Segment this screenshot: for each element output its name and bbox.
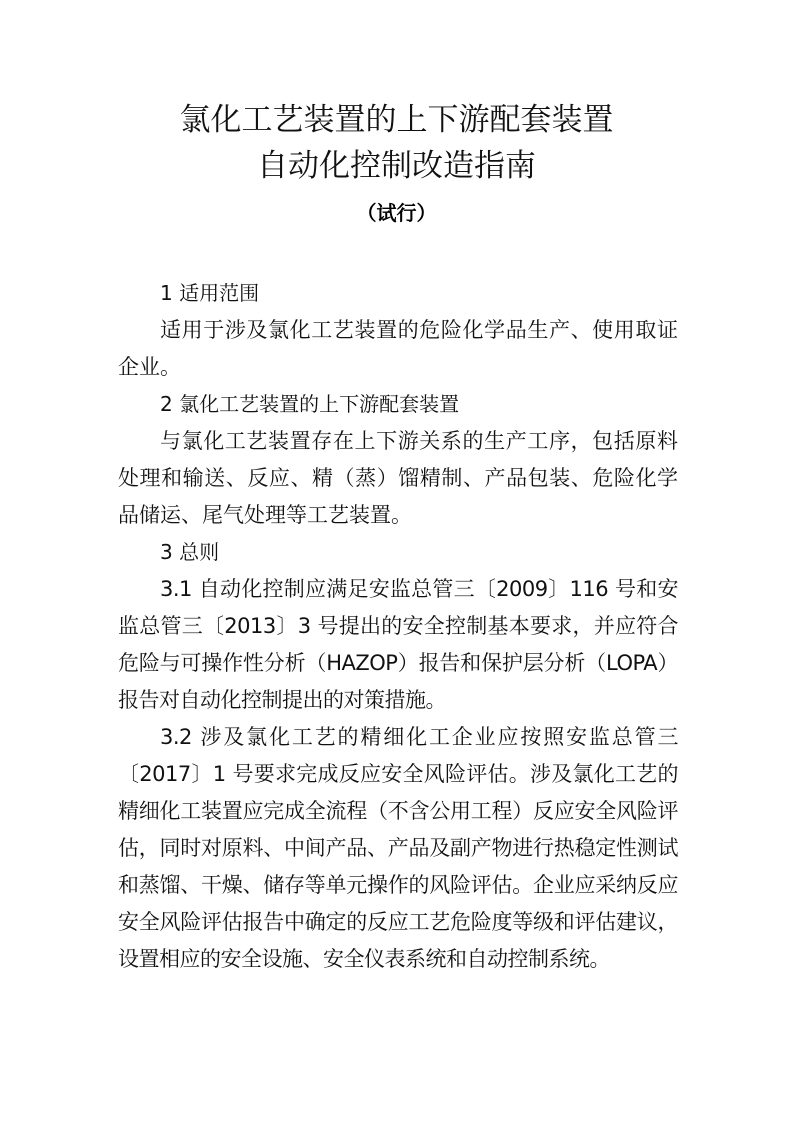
- section-3-heading: 3 总则: [160, 540, 220, 564]
- section-2-heading: 2 氯化工艺装置的上下游配套装置: [160, 392, 460, 416]
- document-body: [118, 275, 678, 978]
- document-title-line-2: 自动化控制改造指南: [257, 148, 536, 184]
- section-3-1-paragraph: 3.1 自动化控制应满足安监总管三〔2009〕116 号和安监总管三〔2013〕3 号提出的安全控制基本要求，并应符合危险与可操作性分析（HAZOP）报告和保护层分析（LOPA）报告对自动化控制提出的对策措施。: [118, 577, 678, 712]
- section-3-2-paragraph: 3.2 涉及氯化工艺的精细化工企业应按照安监总管三〔2017〕1 号要求完成反应安全风险评估。涉及氯化工艺的精细化工装置应完成全流程（不含公用工程）反应安全风险评估，同时对原料、中间产品、产品及副产物进行热稳定性测试和蒸馏、干燥、储存等单元操作的风险评估。企业应采纳反应安全风险评估报告中确定的反应工艺危险度等级和评估建议，设置相应的安全设施、安全仪表系统和自动控制系统。: [118, 725, 678, 971]
- document-subtitle: （试行）: [356, 201, 437, 225]
- section-1-paragraph: 适用于涉及氯化工艺装置的危险化学品生产、使用取证企业。: [118, 318, 678, 379]
- section-1-heading: 1 适用范围: [160, 281, 260, 305]
- document-title-line-1: 氯化工艺装置的上下游配套装置: [179, 102, 614, 138]
- section-2-paragraph: 与氯化工艺装置存在上下游关系的生产工序，包括原料处理和输送、反应、精（蒸）馏精制、产品包装、危险化学品储运、尾气处理等工艺装置。: [118, 429, 678, 527]
